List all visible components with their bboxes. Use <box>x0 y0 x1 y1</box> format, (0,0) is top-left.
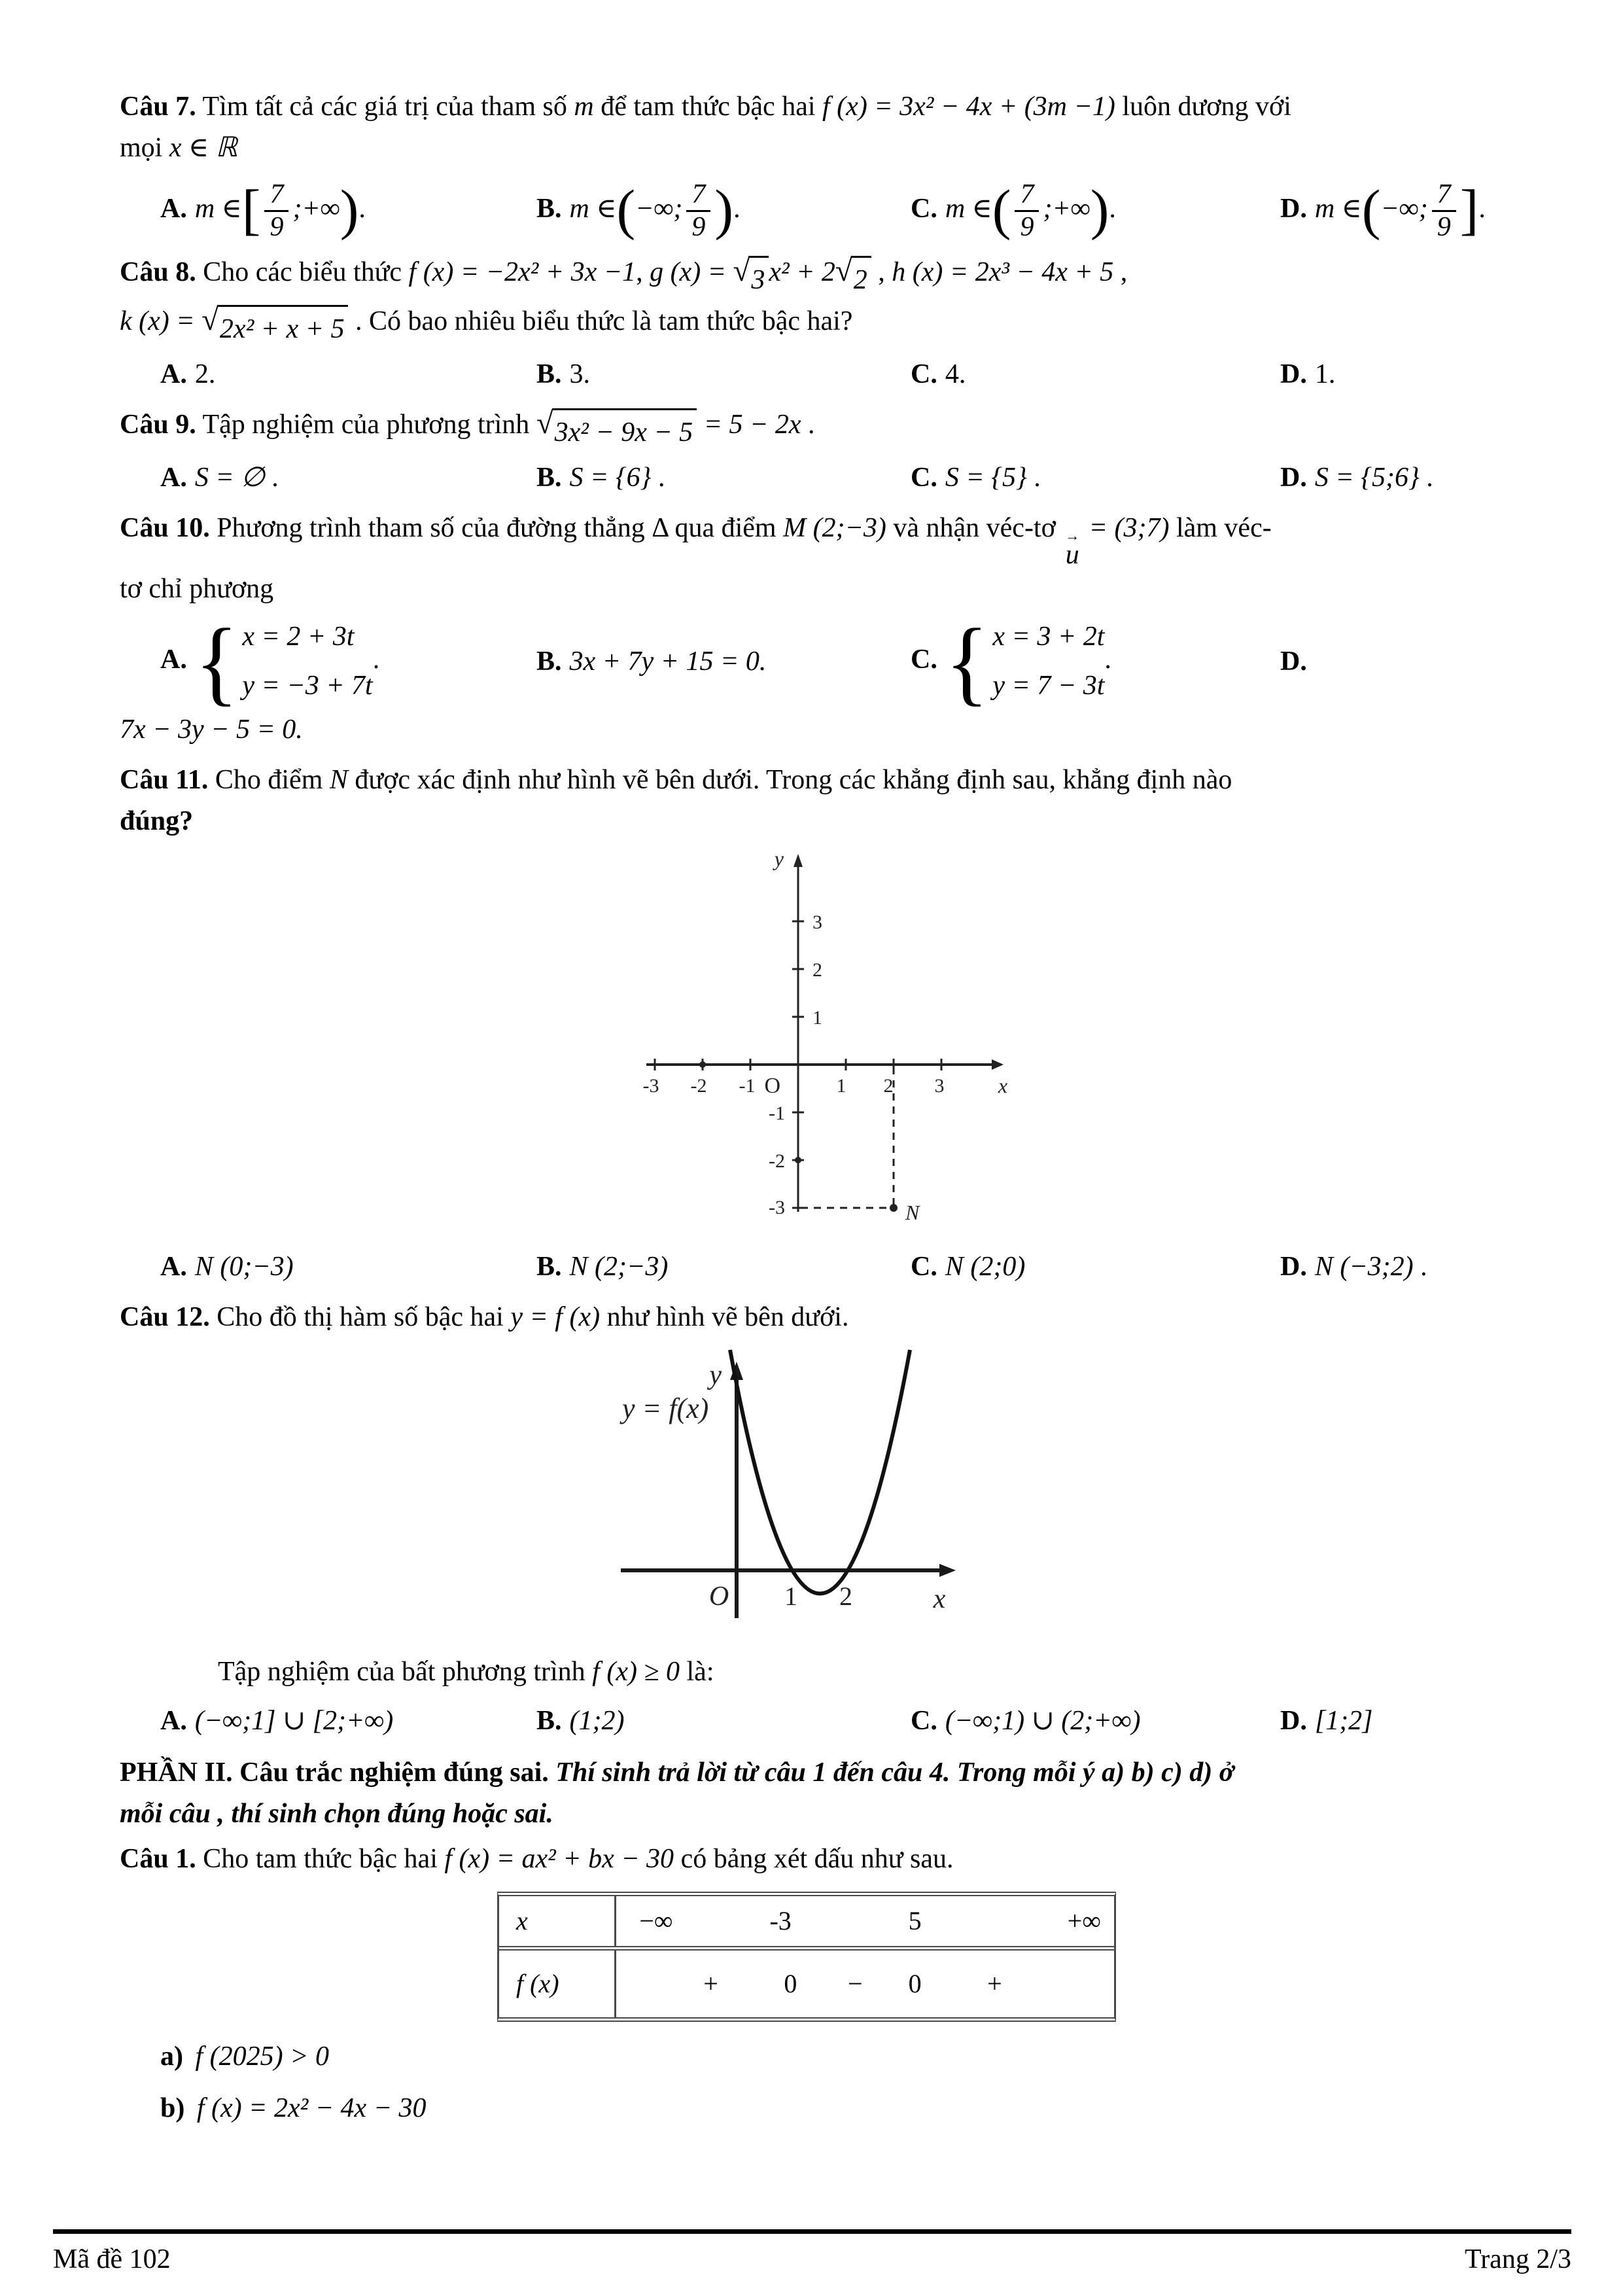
question-10-option-d-continuation: 7x − 3y − 5 = 0. <box>120 715 303 745</box>
y-axis-label: y <box>709 1360 722 1391</box>
q10-option-c: C. { x = 3 + 2t y = 7 − 3t . <box>911 609 1111 715</box>
svg-text:-1: -1 <box>769 1103 785 1125</box>
statement-b: b) f (x) = 2x² − 4x − 30 <box>160 2093 427 2124</box>
x-axis-arrow <box>939 1564 956 1577</box>
svg-text:3: 3 <box>934 1075 945 1097</box>
sign-table-x-header: x <box>499 1896 616 1946</box>
question-8-text: Câu 8. Cho các biểu thức f (x) = −2x² + 3x −1, g (x) = √ 3 x² + 2 √ 2 , h (x) = 2x³ − 4x + 5 , k (x) = √ 2x² + x + 5 . Có bao nhiêu biểu thức là tam thức bậc hai? <box>120 252 1570 350</box>
q10-option-a: A. { x = 2 + 3t y = −3 + 7t . <box>160 609 380 715</box>
point-N-label: N <box>905 1201 920 1225</box>
sign-table-row-fx <box>499 1946 1114 2017</box>
q11-option-d: D. N (−3;2) . <box>1280 1252 1427 1282</box>
q9-option-d: D. S = {5;6} . <box>1280 463 1433 493</box>
svg-text:-3: -3 <box>642 1075 659 1097</box>
q12-option-c: C. (−∞;1) ∪ (2;+∞) <box>911 1706 1141 1737</box>
x-axis-label: x <box>933 1584 946 1615</box>
q10-option-d: D. <box>1280 646 1307 677</box>
page-number: Trang 2/3 <box>1465 2244 1571 2274</box>
q8-option-b: B. 3. <box>536 359 591 390</box>
sign-table <box>497 1892 1116 2022</box>
q9-option-c: C. S = {5} . <box>911 463 1041 493</box>
q8-option-a: A. 2. <box>160 359 216 390</box>
y-axis-label: y <box>774 849 784 871</box>
svg-text:2: 2 <box>839 1581 852 1612</box>
svg-text:2: 2 <box>883 1075 894 1097</box>
y-axis-arrow <box>794 854 803 867</box>
statement-a: a) f (2025) > 0 <box>160 2041 329 2072</box>
q10-option-b: B. 3x + 7y + 15 = 0. <box>536 646 767 677</box>
x-axis-arrow <box>992 1059 1003 1070</box>
question-7-options <box>120 179 1570 243</box>
figure-coordinate-plane <box>621 849 1014 1237</box>
point-N-dot <box>890 1204 898 1212</box>
origin-label: O <box>708 1581 729 1612</box>
origin-label: O <box>764 1074 780 1099</box>
curve-label: y = f(x) <box>622 1392 709 1425</box>
question-11-text: Câu 11. Cho điểm N được xác định như hình vẽ bên dưới. Trong các khẳng định sau, khẳng định nào đúng? <box>120 765 1232 837</box>
q12-option-d: D. [1;2] <box>1280 1706 1373 1737</box>
q11-option-c: C. N (2;0) <box>911 1252 1026 1282</box>
sign-table-fx-values: + 0 − 0 + <box>703 1969 1002 1999</box>
question-9-text: Câu 9. Tập nghiệm của phương trình √ 3x² − 9x − 5 = 5 − 2x . <box>120 404 1570 453</box>
q7-option-d: D. m ∈(−∞; $\frac{7}{9}$ ]. <box>1280 177 1486 243</box>
sign-table-row-x <box>499 1896 1114 1946</box>
figure-parabola <box>609 1345 962 1632</box>
svg-text:-2: -2 <box>769 1150 785 1173</box>
sign-table-x-values: −∞ -3 5 +∞ <box>639 1906 1101 1936</box>
q7-option-a: A. m ∈[ $\frac{7}{9}$ ;+∞). <box>160 177 366 243</box>
question-10-options <box>120 609 1570 715</box>
question-10-text: Câu 10. Phương trình tham số của đường thẳng Δ qua điểm M (2;−3) và nhận véc-tơ → u = (3;7) làm véc- tơ chỉ phương <box>120 513 1272 605</box>
page-footer <box>53 2229 1571 2280</box>
q9-option-b: B. S = {6} . <box>536 463 665 493</box>
part-2-heading: PHẦN II. Câu trắc nghiệm đúng sai. Thí sinh trả lời từ câu 1 đến câu 4. Trong mỗi ý a) b) c) d) ở mỗi câu , thí sinh chọn đúng hoặc sai. <box>120 1757 1234 1829</box>
q12-option-b: B. (1;2) <box>536 1706 625 1737</box>
svg-text:1: 1 <box>784 1581 797 1612</box>
exam-code: Mã đề 102 <box>53 2244 171 2274</box>
svg-text:1: 1 <box>812 1007 822 1029</box>
q8-option-c: C. 4. <box>911 359 966 390</box>
question-12-options <box>120 1701 1570 1742</box>
x-axis-label: x <box>998 1074 1008 1098</box>
sign-table-fx-header: f (x) <box>499 1951 616 2017</box>
q8-option-d: D. 1. <box>1280 359 1336 390</box>
svg-text:-2: -2 <box>690 1075 707 1097</box>
q7-option-c: C. m ∈( $\frac{7}{9}$ ;+∞). <box>911 177 1116 243</box>
svg-text:1: 1 <box>836 1075 846 1097</box>
svg-text:3: 3 <box>812 911 822 934</box>
q12-option-a: A. (−∞;1] ∪ [2;+∞) <box>160 1706 394 1737</box>
q11-option-a: A. N (0;−3) <box>160 1252 294 1282</box>
question-12-text: Câu 12. Cho đồ thị hàm số bậc hai y = f (x) như hình vẽ bên dưới. <box>120 1302 849 1333</box>
question-8-options <box>120 354 1570 395</box>
question-7-text: Câu 7. Tìm tất cả các giá trị của tham số m để tam thức bậc hai f (x) = 3x² − 4x + (3m −1) luôn dương với mọi x ∈ ℝ <box>120 92 1291 163</box>
parabola-curve <box>730 1350 910 1594</box>
svg-text:-3: -3 <box>769 1197 785 1219</box>
question-11-options <box>120 1246 1570 1288</box>
q9-option-a: A. S = ∅ . <box>160 463 279 493</box>
q11-option-b: B. N (2;−3) <box>536 1252 669 1282</box>
svg-text:-1: -1 <box>739 1075 756 1097</box>
question-12-prompt: Tập nghiệm của bất phương trình f (x) ≥ 0 là: <box>218 1657 714 1687</box>
svg-text:2: 2 <box>812 959 822 981</box>
q7-option-b: B. m ∈(−∞; $\frac{7}{9}$ ). <box>536 177 741 243</box>
part2-question-1-text: Câu 1. Cho tam thức bậc hai f (x) = ax² + bx − 30 có bảng xét dấu như sau. <box>120 1844 954 1875</box>
question-9-options <box>120 457 1570 499</box>
